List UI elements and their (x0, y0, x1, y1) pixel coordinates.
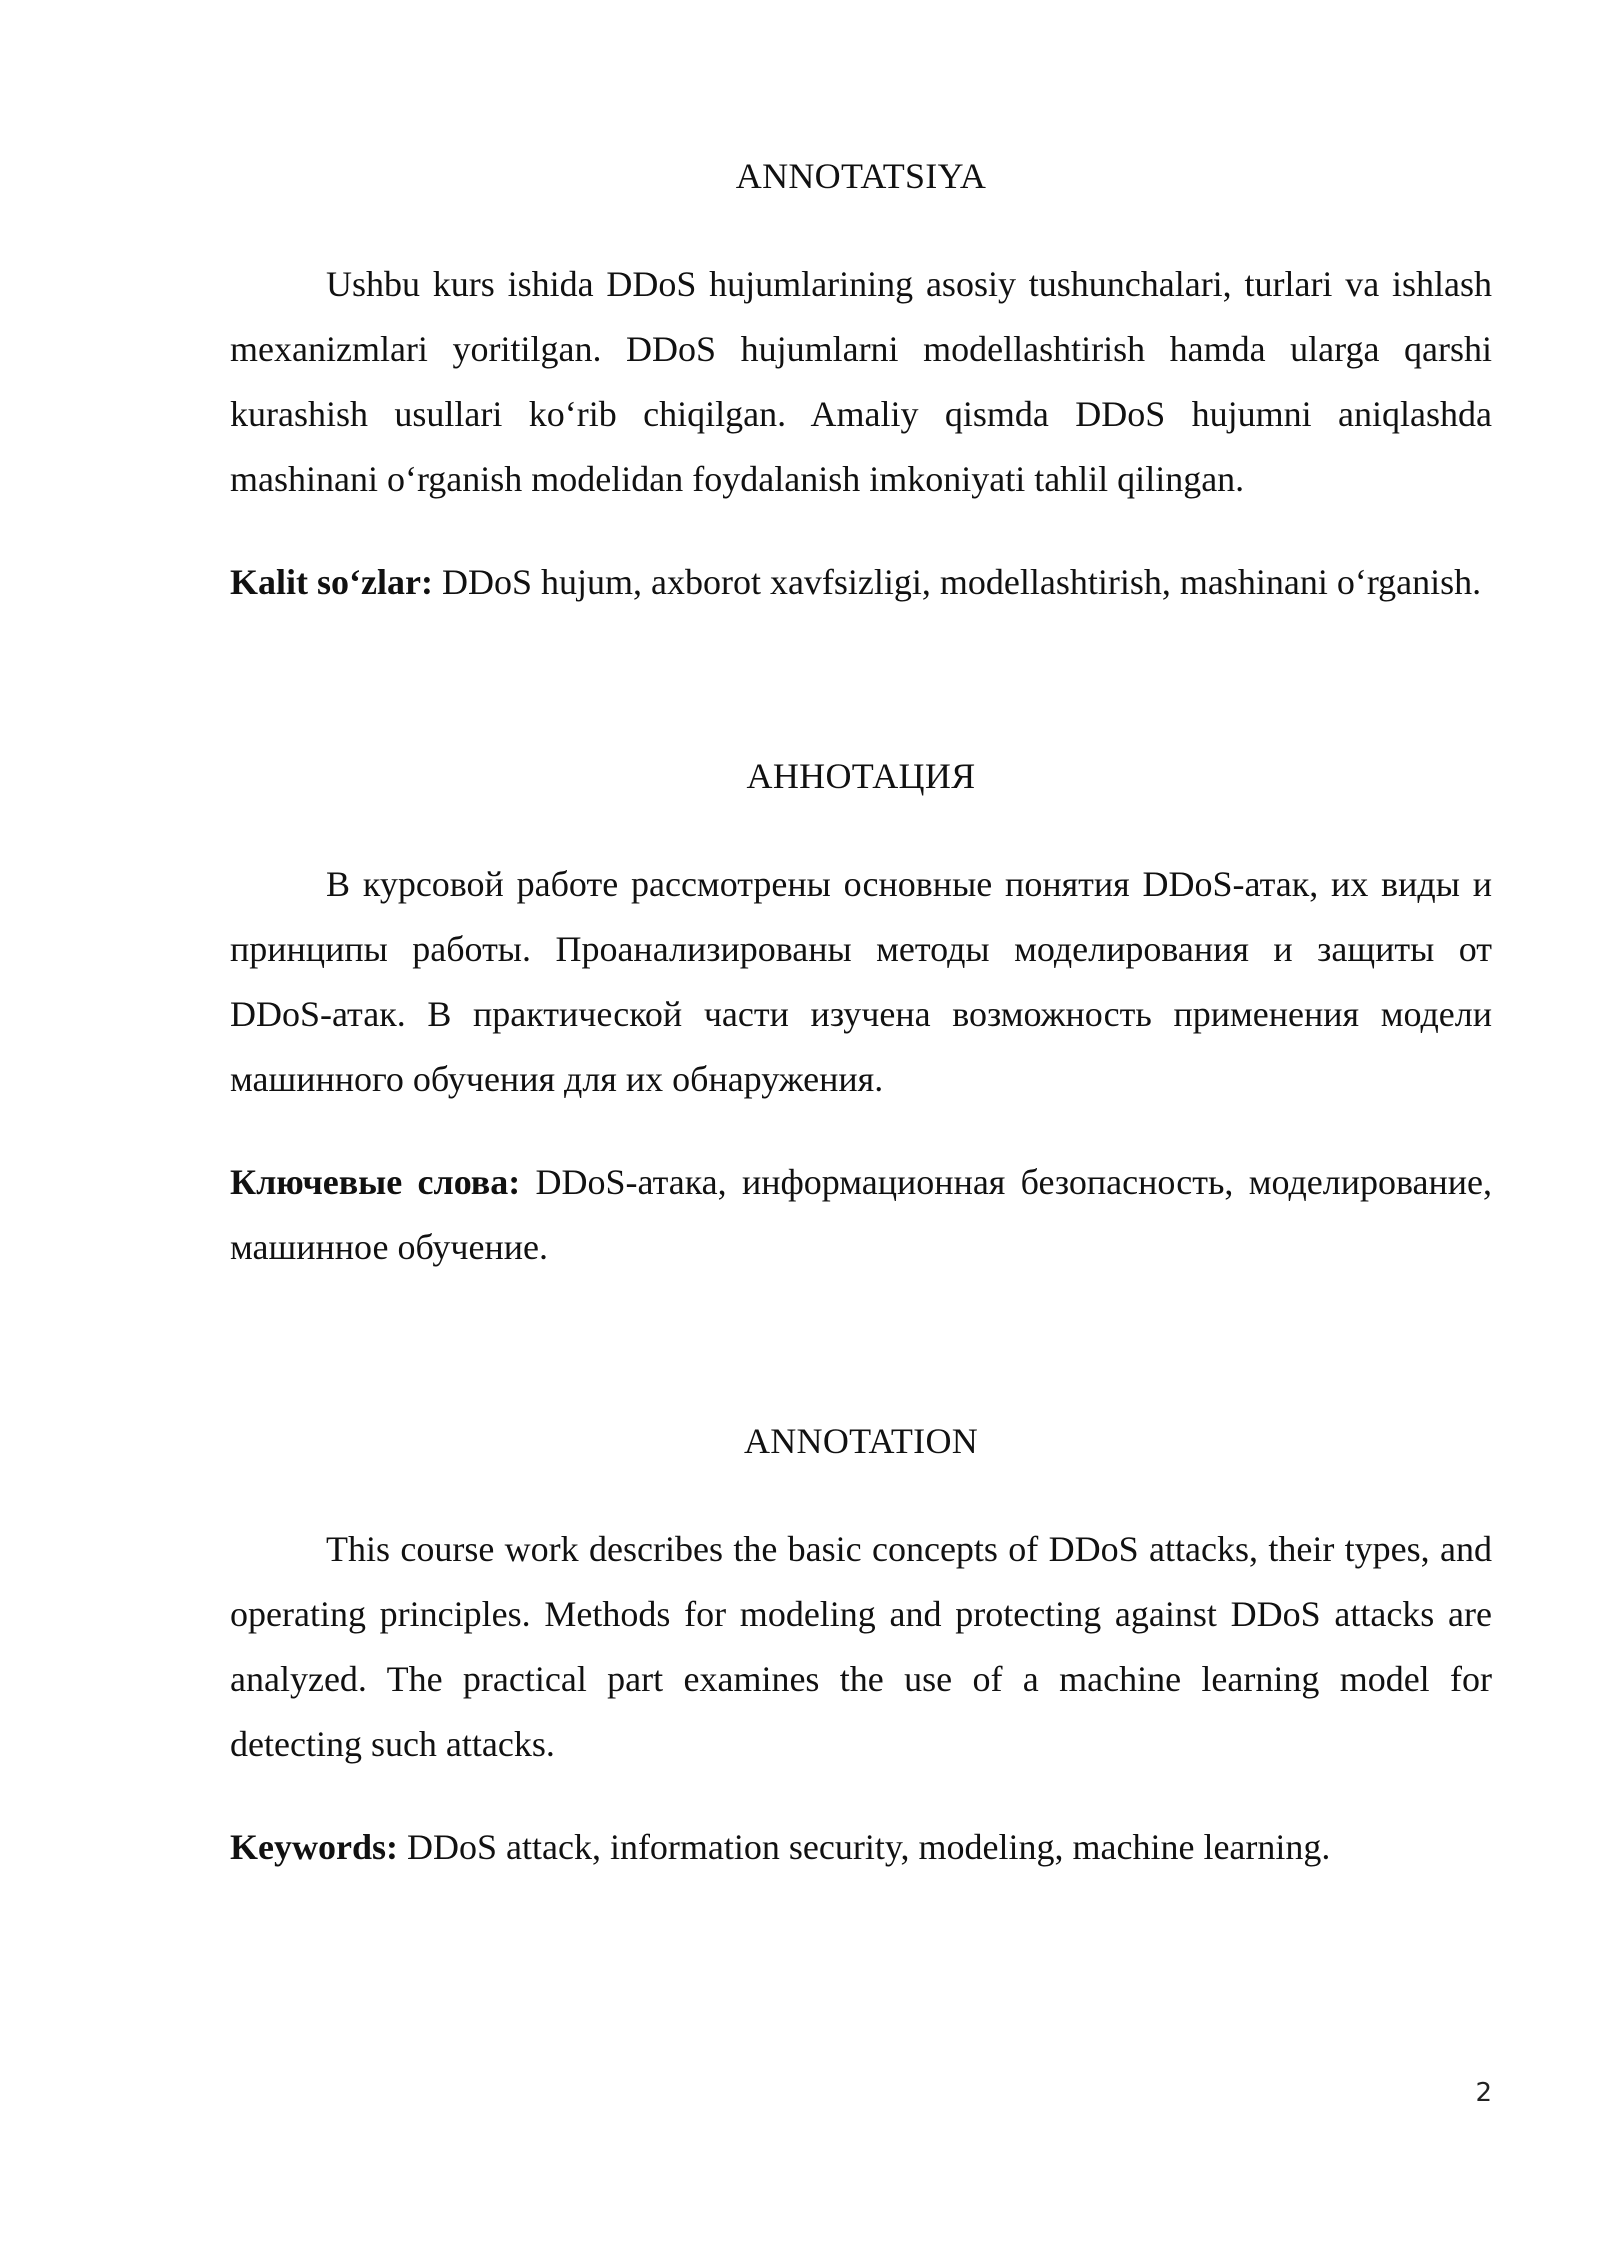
keywords-ru (230, 1150, 1492, 1280)
page-content (230, 150, 1492, 1880)
abstract-paragraph-ru: В курсовой работе рассмотрены основные понятия DDoS-атак, их виды и принципы работы. Проанализированы методы моделирования и защиты от DDoS-атак. В практической части изучена возможность применения модели машинного обучения для их обнаружения. (230, 864, 1492, 1099)
keywords-label-en: Keywords: (230, 1827, 398, 1867)
keywords-label-ru: Ключевые слова: (230, 1162, 521, 1202)
keywords-text-en: DDoS attack, information security, modeling, machine learning. (406, 1827, 1331, 1867)
annotation-ru (230, 750, 1492, 1280)
keywords-en (230, 1815, 1492, 1880)
abstract-paragraph-uz: Ushbu kurs ishida DDoS hujumlarining asosiy tushunchalari, turlari va ishlash mexanizmlari yoritilgan. DDoS hujumlarni modellashtirish hamda ularga qarshi kurashish usullari koʻrib chiqilgan. Amaliy qismda DDoS hujumni aniqlashda mashinani oʻrganish modelidan foydalanish imkoniyati tahlil qilingan. (230, 264, 1492, 499)
keywords-label-uz: Kalit soʻzlar: (230, 562, 433, 602)
keywords-text-uz: DDoS hujum, axborot xavfsizligi, modellashtirish, mashinani oʻrganish. (441, 562, 1482, 602)
section-heading-en: ANNOTATION (743, 1421, 979, 1461)
keywords-uz (230, 550, 1492, 615)
section-heading-uz: ANNOTATSIYA (735, 156, 987, 196)
annotation-en (230, 1415, 1492, 1880)
abstract-paragraph-en: This course work describes the basic concepts of DDoS attacks, their types, and operating principles. Methods for modeling and protecting against DDoS attacks are analyzed. The practical part examines the use of a machine learning model for detecting such attacks. (230, 1529, 1492, 1764)
section-heading-ru: АННОТАЦИЯ (746, 756, 976, 796)
keywords-text-ru: DDoS-атака, информационная безопасность, моделирование, машинное обучение. (230, 1162, 1492, 1267)
annotation-uz (230, 150, 1492, 615)
page-number: 2 (1475, 2078, 1492, 2108)
